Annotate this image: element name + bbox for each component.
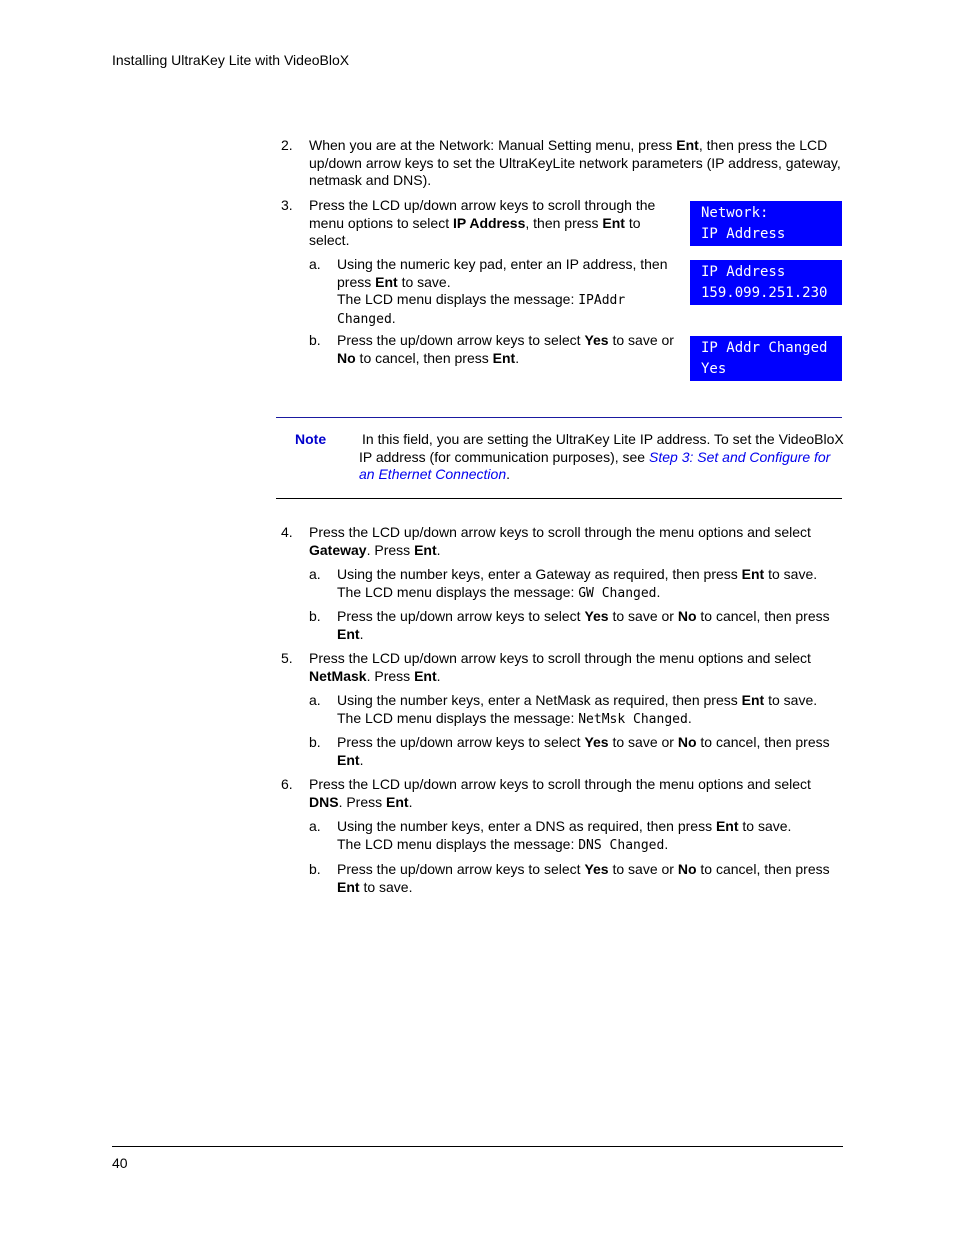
step-6a-text: Using the number keys, enter a DNS as required, then press Ent to save. The LCD menu displays the message: DNS Changed. xyxy=(337,818,792,853)
step-4-text: Press the LCD up/down arrow keys to scroll through the menu options and select Gateway. Press Ent. xyxy=(309,524,811,558)
note-bottom-rule xyxy=(276,498,842,499)
substep-label: b. xyxy=(309,608,321,624)
page-number: 40 xyxy=(112,1155,128,1171)
step-6-text: Press the LCD up/down arrow keys to scroll through the menu options and select DNS. Press Ent. xyxy=(309,776,811,810)
step-number: 4. xyxy=(281,524,293,540)
step-3b-text: Press the up/down arrow keys to select Yes to save or No to cancel, then press Ent. xyxy=(337,332,674,366)
step-number: 2. xyxy=(281,137,293,153)
step-2-text: When you are at the Network: Manual Setting menu, press Ent, then press the LCD up/down arrow keys to set the UltraKeyLite network parameters (IP address, gateway, netmask and DNS). xyxy=(309,137,841,188)
step-3-text: Press the LCD up/down arrow keys to scroll through the menu options to select IP Address, then press Ent to select. xyxy=(309,197,656,248)
substep-label: a. xyxy=(309,566,321,582)
step-6b-text: Press the up/down arrow keys to select Yes to save or No to cancel, then press Ent to save. xyxy=(337,861,830,895)
step-5-text: Press the LCD up/down arrow keys to scroll through the menu options and select NetMask. Press Ent. xyxy=(309,650,811,684)
step-5b-text: Press the up/down arrow keys to select Yes to save or No to cancel, then press Ent. xyxy=(337,734,830,768)
running-header: Installing UltraKey Lite with VideoBloX xyxy=(112,52,350,68)
step-4a-text: Using the number keys, enter a Gateway as required, then press Ent to save. The LCD menu displays the message: GW Changed. xyxy=(337,566,818,601)
step-number: 6. xyxy=(281,776,293,792)
step-4b-text: Press the up/down arrow keys to select Yes to save or No to cancel, then press Ent. xyxy=(337,608,830,642)
lcd-display-network: Network: IP Address xyxy=(690,201,842,246)
note-link[interactable]: an Ethernet Connection xyxy=(359,466,507,482)
note-label: Note xyxy=(295,431,327,447)
step-5a-text: Using the number keys, enter a NetMask as required, then press Ent to save. The LCD menu displays the message: NetMsk Changed. xyxy=(337,692,818,727)
note-top-rule xyxy=(276,417,842,418)
substep-label: a. xyxy=(309,692,321,708)
note-text: In this field, you are setting the UltraKey Lite IP address. To set the VideoBloX IP address (for communication purposes), see Step 3: Set and Configure for an Ethernet Connection. xyxy=(359,431,844,482)
note-link[interactable]: Step 3: Set and Configure for xyxy=(649,448,831,465)
step-3a-text: Using the numeric key pad, enter an IP address, then press Ent to save. The LCD menu displays the message: IPAddr Changed. xyxy=(337,256,668,327)
substep-label: b. xyxy=(309,861,321,877)
substep-label: a. xyxy=(309,256,321,272)
lcd-display-ip-address: IP Address 159.099.251.230 xyxy=(690,260,842,305)
lcd-display-ip-changed: IP Addr Changed Yes xyxy=(690,336,842,381)
substep-label: b. xyxy=(309,332,321,348)
step-number: 5. xyxy=(281,650,293,666)
substep-label: a. xyxy=(309,818,321,834)
step-number: 3. xyxy=(281,197,293,213)
substep-label: b. xyxy=(309,734,321,750)
footer-rule xyxy=(112,1146,843,1147)
